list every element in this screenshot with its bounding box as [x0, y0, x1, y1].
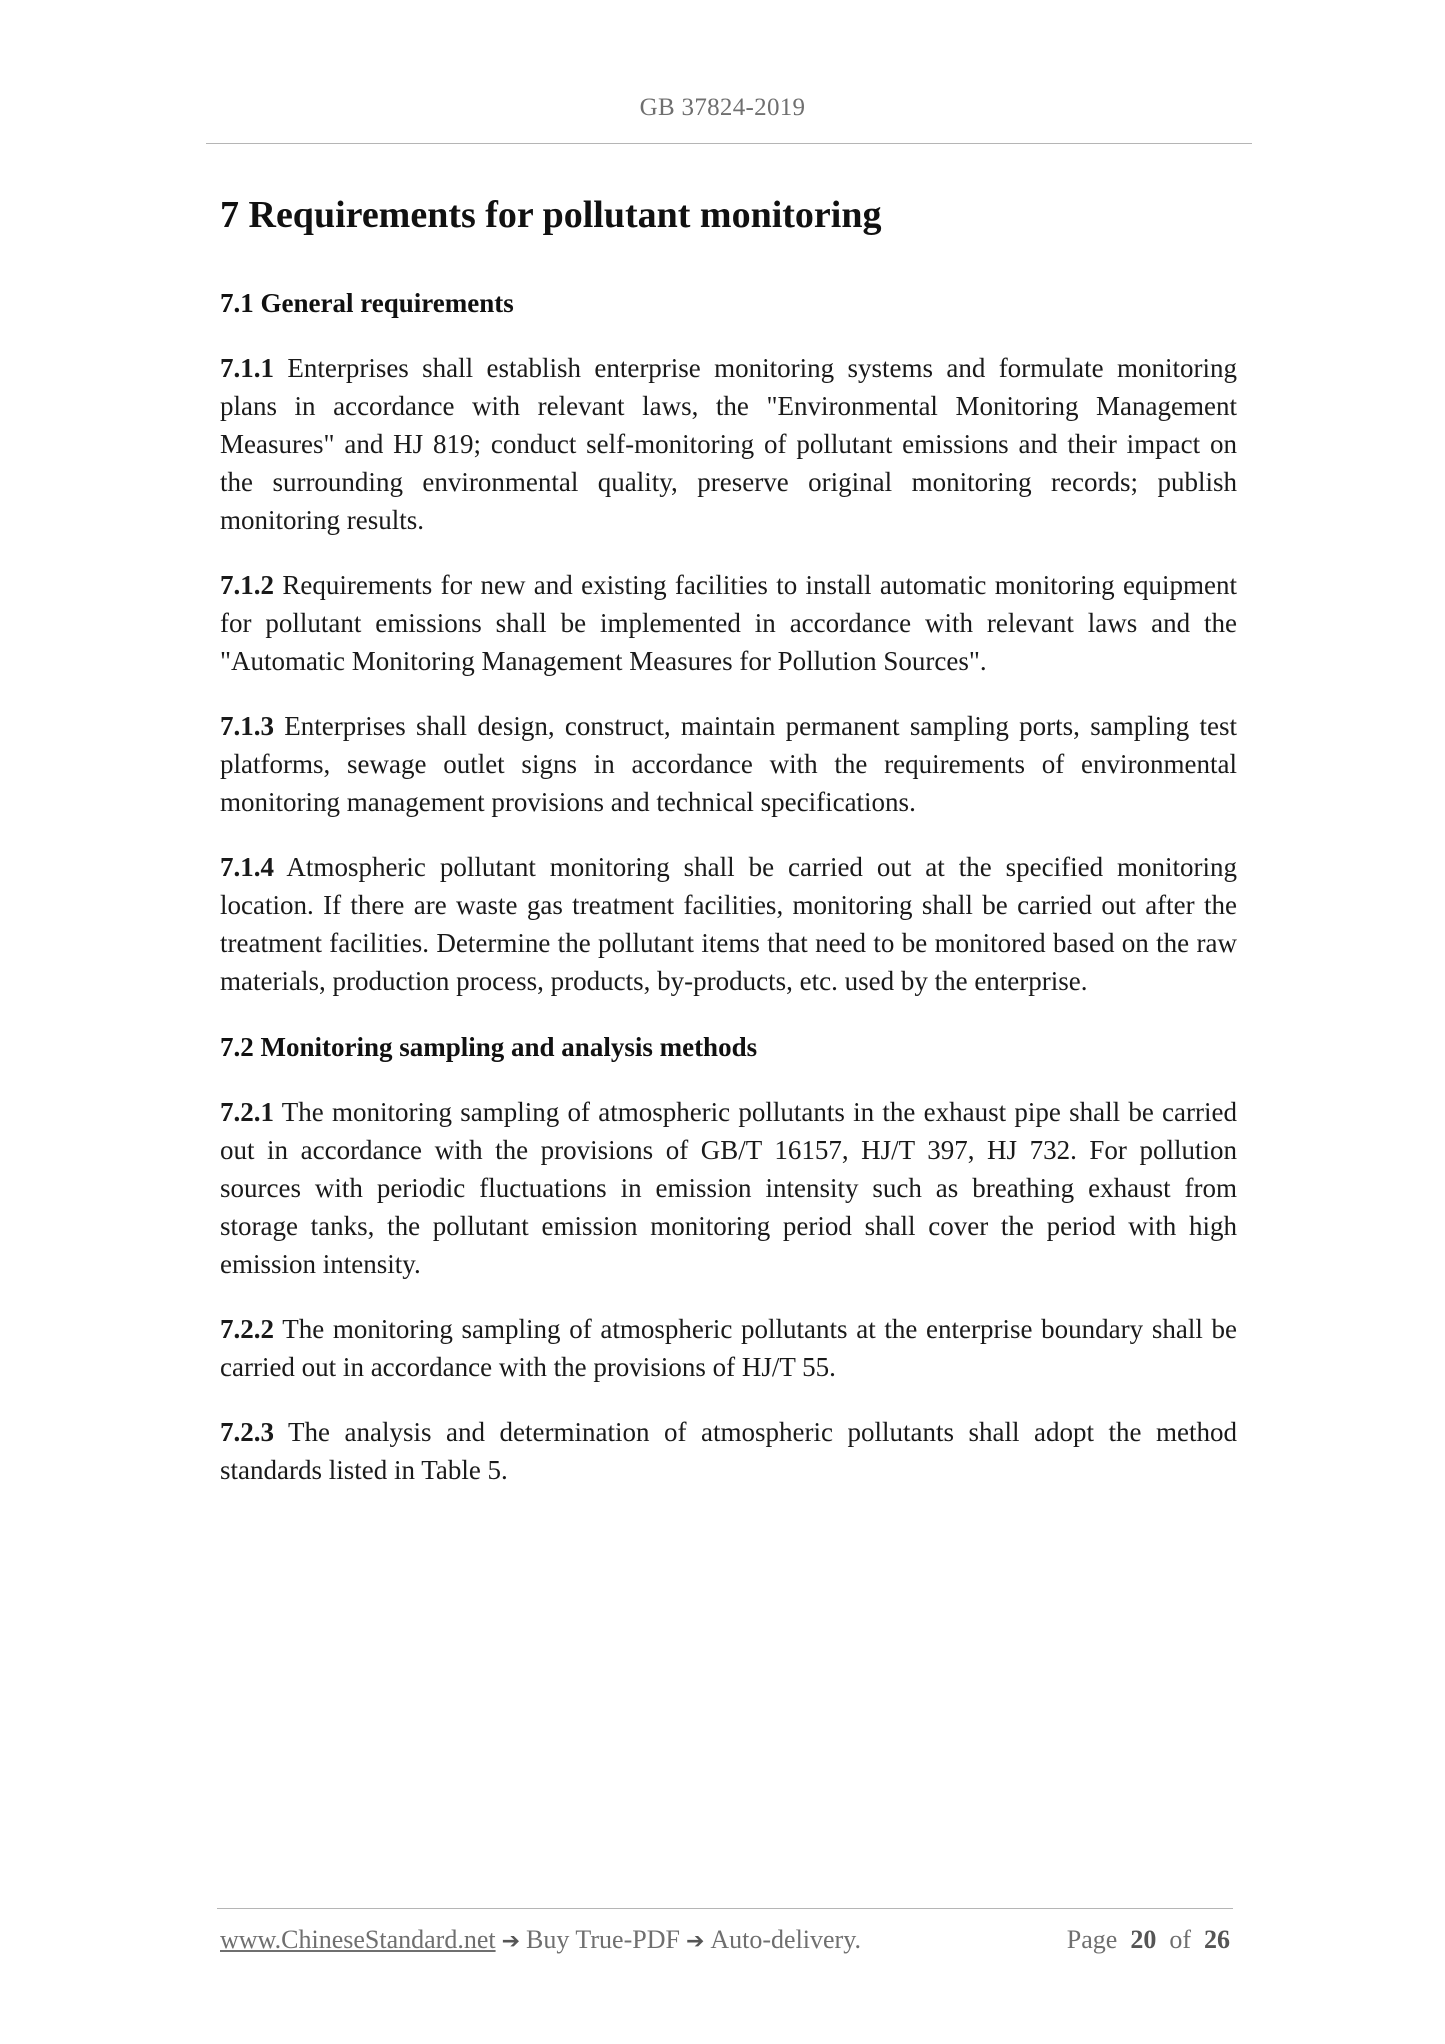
clause-number: 7.1.4 [220, 852, 274, 882]
buy-true-pdf-text: Buy True-PDF [526, 1925, 680, 1954]
clause-7-2-2 [220, 1310, 1237, 1386]
section-title-7-2: 7.2 Monitoring sampling and analysis methods [220, 1032, 758, 1062]
chapter-title: 7 Requirements for pollutant monitoring [220, 194, 882, 236]
clause-7-1-4 [220, 848, 1237, 1000]
clause-7-1-1 [220, 349, 1237, 539]
page-total: 26 [1204, 1925, 1230, 1954]
clause-text: Atmospheric pollutant monitoring shall be carried out at the specified monitoring location. If there are waste gas treatment facilities, monitoring shall be carried out after the treatment facilities. Determine the pollutant items that need to be monitored based on the raw materials, production process, products, by-products, etc. used by the enterprise. [220, 852, 1237, 996]
page-number [1067, 1925, 1230, 1955]
page-current: 20 [1130, 1925, 1157, 1954]
clause-7-2-3 [220, 1413, 1237, 1489]
clause-number: 7.1.3 [220, 711, 274, 741]
clause-number: 7.1.2 [220, 570, 274, 600]
clause-7-2-1 [220, 1093, 1237, 1283]
clause-7-1-3 [220, 707, 1237, 821]
arrow-right-icon: ➔ [501, 1929, 521, 1954]
clause-number: 7.2.2 [220, 1314, 274, 1344]
running-header: GB 37824-2019 [639, 94, 806, 121]
clause-text: Requirements for new and existing facilities to install automatic monitoring equipment for pollutant emissions shall be implemented in accordance with relevant laws and the "Automatic Monitoring Management Measures for Pollution Sources". [220, 570, 1237, 676]
clause-number: 7.2.3 [220, 1417, 274, 1447]
page-of-label: of [1169, 1925, 1191, 1954]
website-link[interactable]: www.ChineseStandard.net [220, 1925, 496, 1954]
clause-number: 7.2.1 [220, 1097, 274, 1127]
clause-text: The monitoring sampling of atmospheric pollutants at the enterprise boundary shall be carried out in accordance with the provisions of HJ/T 55. [220, 1314, 1237, 1382]
footer-divider [217, 1908, 1233, 1909]
clause-text: Enterprises shall establish enterprise monitoring systems and formulate monitoring plans in accordance with relevant laws, the "Environmental Monitoring Management Measures" and HJ 819; conduct self-monitoring of pollutant emissions and their impact on the surrounding environmental quality, preserve original monitoring records; publish monitoring results. [220, 353, 1237, 535]
page-body [220, 185, 1237, 1516]
arrow-right-icon: ➔ [685, 1929, 705, 1954]
page-label: Page [1066, 1925, 1118, 1954]
clause-text: Enterprises shall design, construct, maintain permanent sampling ports, sampling test platforms, sewage outlet signs in accordance with the requirements of environmental monitoring management provisions and technical specifications. [220, 711, 1237, 817]
section-title-7-1: 7.1 General requirements [220, 288, 514, 318]
clause-text: The monitoring sampling of atmospheric pollutants in the exhaust pipe shall be carried out in accordance with the provisions of GB/T 16157, HJ/T 397, HJ 732. For pollution sources with periodic fluctuations in emission intensity such as breathing exhaust from storage tanks, the pollutant emission monitoring period shall cover the period with high emission intensity. [220, 1097, 1237, 1279]
header-divider [206, 143, 1252, 144]
footer-promo [220, 1925, 861, 1955]
clause-text: The analysis and determination of atmospheric pollutants shall adopt the method standards listed in Table 5. [220, 1417, 1237, 1485]
clause-number: 7.1.1 [220, 353, 274, 383]
auto-delivery-text: Auto-delivery. [710, 1925, 862, 1954]
clause-7-1-2 [220, 566, 1237, 680]
